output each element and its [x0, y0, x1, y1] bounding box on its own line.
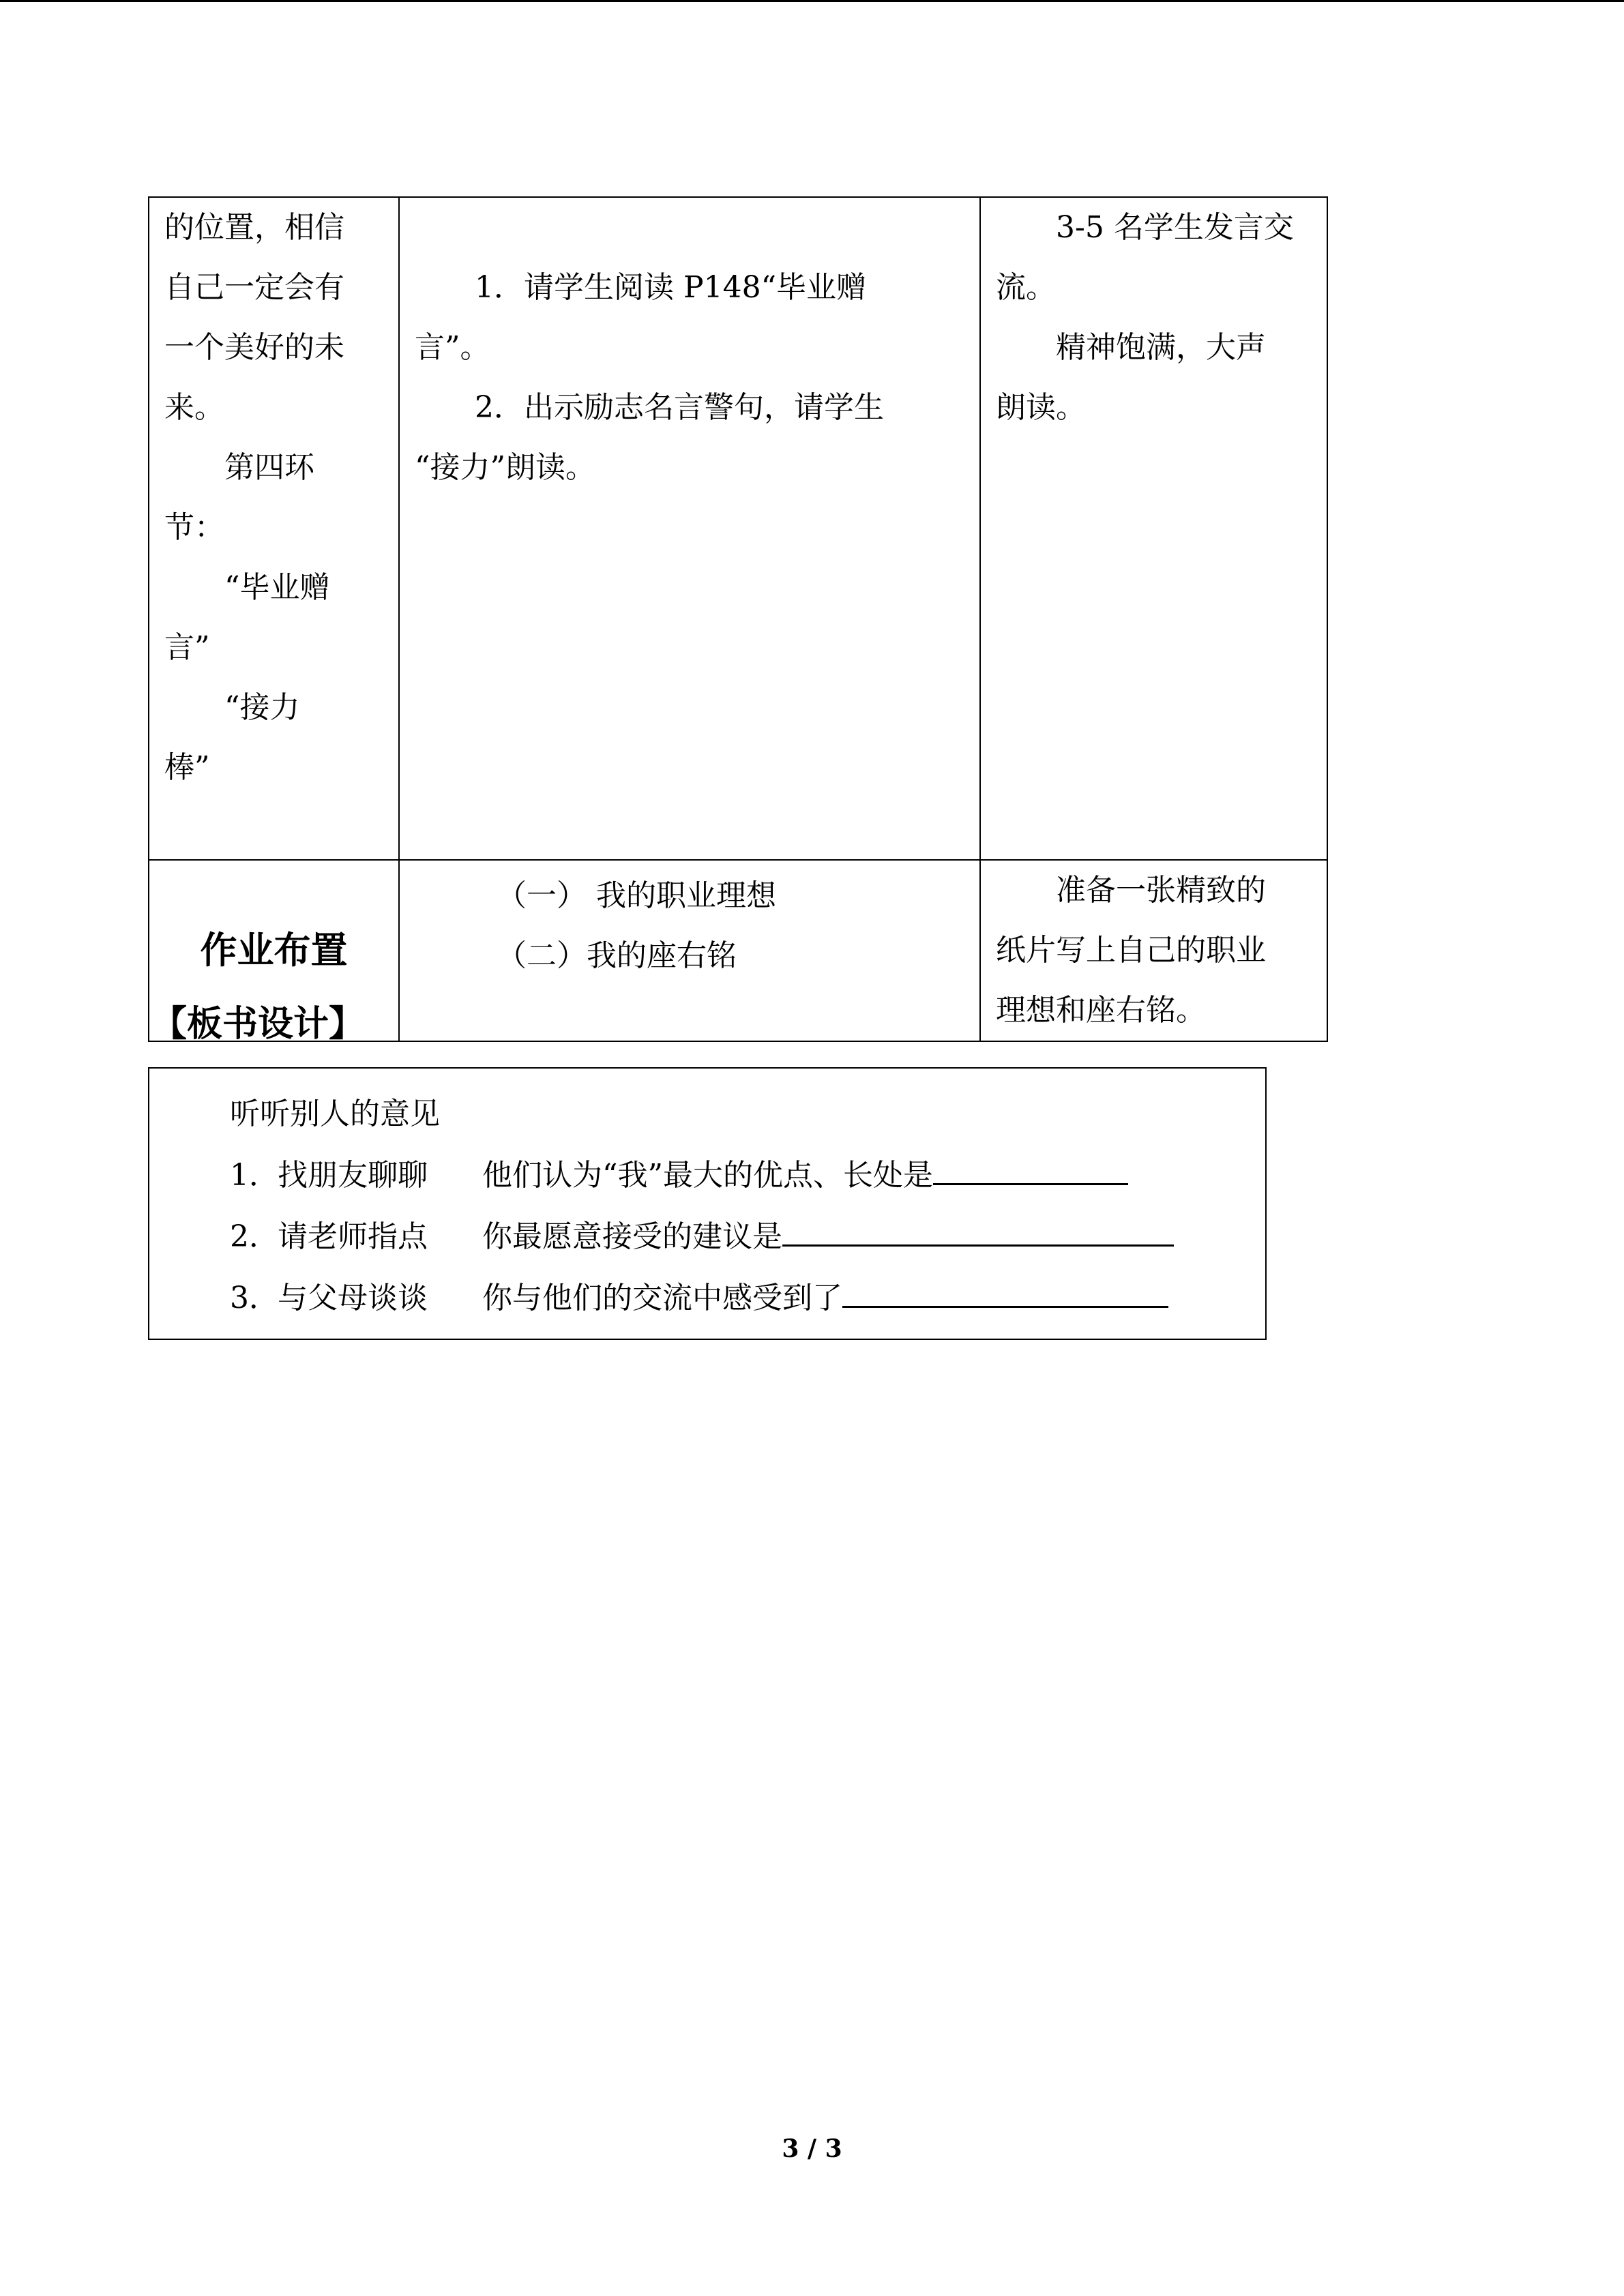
stage-line: 第四环 — [224, 450, 314, 485]
cell-teacher-activity — [399, 197, 980, 860]
board-row — [230, 1206, 1174, 1268]
activity-line: 1．请学生阅读 P148“毕业赠 — [475, 270, 867, 305]
board-title: 听听别人的意见 — [230, 1097, 440, 1131]
board-row-number: 2． — [230, 1219, 279, 1254]
student-line: 精神饱满，大声 — [1056, 330, 1266, 365]
homework-heading: 作业布置 — [149, 860, 399, 1041]
board-row-label: 与父母谈谈 — [278, 1281, 428, 1315]
board-row-text: 你最愿意接受的建议是 — [482, 1219, 782, 1254]
homework-item: （二）我的座右铭 — [497, 938, 737, 973]
board-row-number: 3． — [230, 1281, 279, 1315]
board-row — [230, 1145, 1128, 1206]
homework-note-line: 理想和座右铭。 — [996, 993, 1206, 1028]
board-blank-line — [782, 1206, 1174, 1247]
stage-line: 的位置，相信 — [164, 210, 344, 245]
student-line: 朗读。 — [996, 390, 1086, 425]
cell-stage — [149, 197, 399, 860]
board-row-label: 找朋友聊聊 — [278, 1158, 428, 1193]
activity-line: “接力”朗读。 — [415, 450, 595, 485]
homework-note-line: 纸片写上自己的职业 — [996, 933, 1266, 968]
homework-item: （一） 我的职业理想 — [497, 878, 776, 913]
board-row-number: 1． — [230, 1158, 279, 1193]
student-line: 3-5 名学生发言交 — [1056, 210, 1294, 245]
stage-line: “接力 — [224, 690, 300, 725]
stage-line: 自己一定会有 — [164, 270, 344, 305]
cell-homework-note — [980, 860, 1327, 1041]
stage-line: 棒” — [164, 750, 210, 785]
activity-line: 2．出示励志名言警句，请学生 — [475, 390, 884, 425]
board-row — [230, 1268, 1168, 1329]
activity-line: 言”。 — [415, 330, 490, 365]
page-number: 3 / 3 — [782, 2134, 842, 2163]
lesson-row-step4 — [149, 197, 1327, 860]
stage-line: 一个美好的未 — [164, 330, 344, 365]
stage-line: 来。 — [164, 390, 224, 425]
section-title-board-design: 【板书设计】 — [151, 1004, 365, 1045]
student-line: 流。 — [996, 270, 1056, 305]
stage-line: 节： — [164, 510, 224, 545]
board-blank-line — [842, 1268, 1168, 1308]
board-row-text: 你与他们的交流中感受到了 — [482, 1281, 842, 1315]
cell-homework-items — [399, 860, 980, 1041]
board-row-label: 请老师指点 — [278, 1219, 428, 1254]
board-blank-line — [933, 1145, 1128, 1185]
cell-student-activity — [980, 197, 1327, 860]
board-design-box — [148, 1067, 1267, 1340]
board-row-text: 他们认为“我”最大的优点、长处是 — [482, 1158, 933, 1193]
homework-note-line: 准备一张精致的 — [1056, 873, 1266, 908]
lesson-table — [148, 196, 1328, 1042]
stage-line: 言” — [164, 630, 210, 665]
stage-line: “毕业赠 — [224, 570, 330, 605]
